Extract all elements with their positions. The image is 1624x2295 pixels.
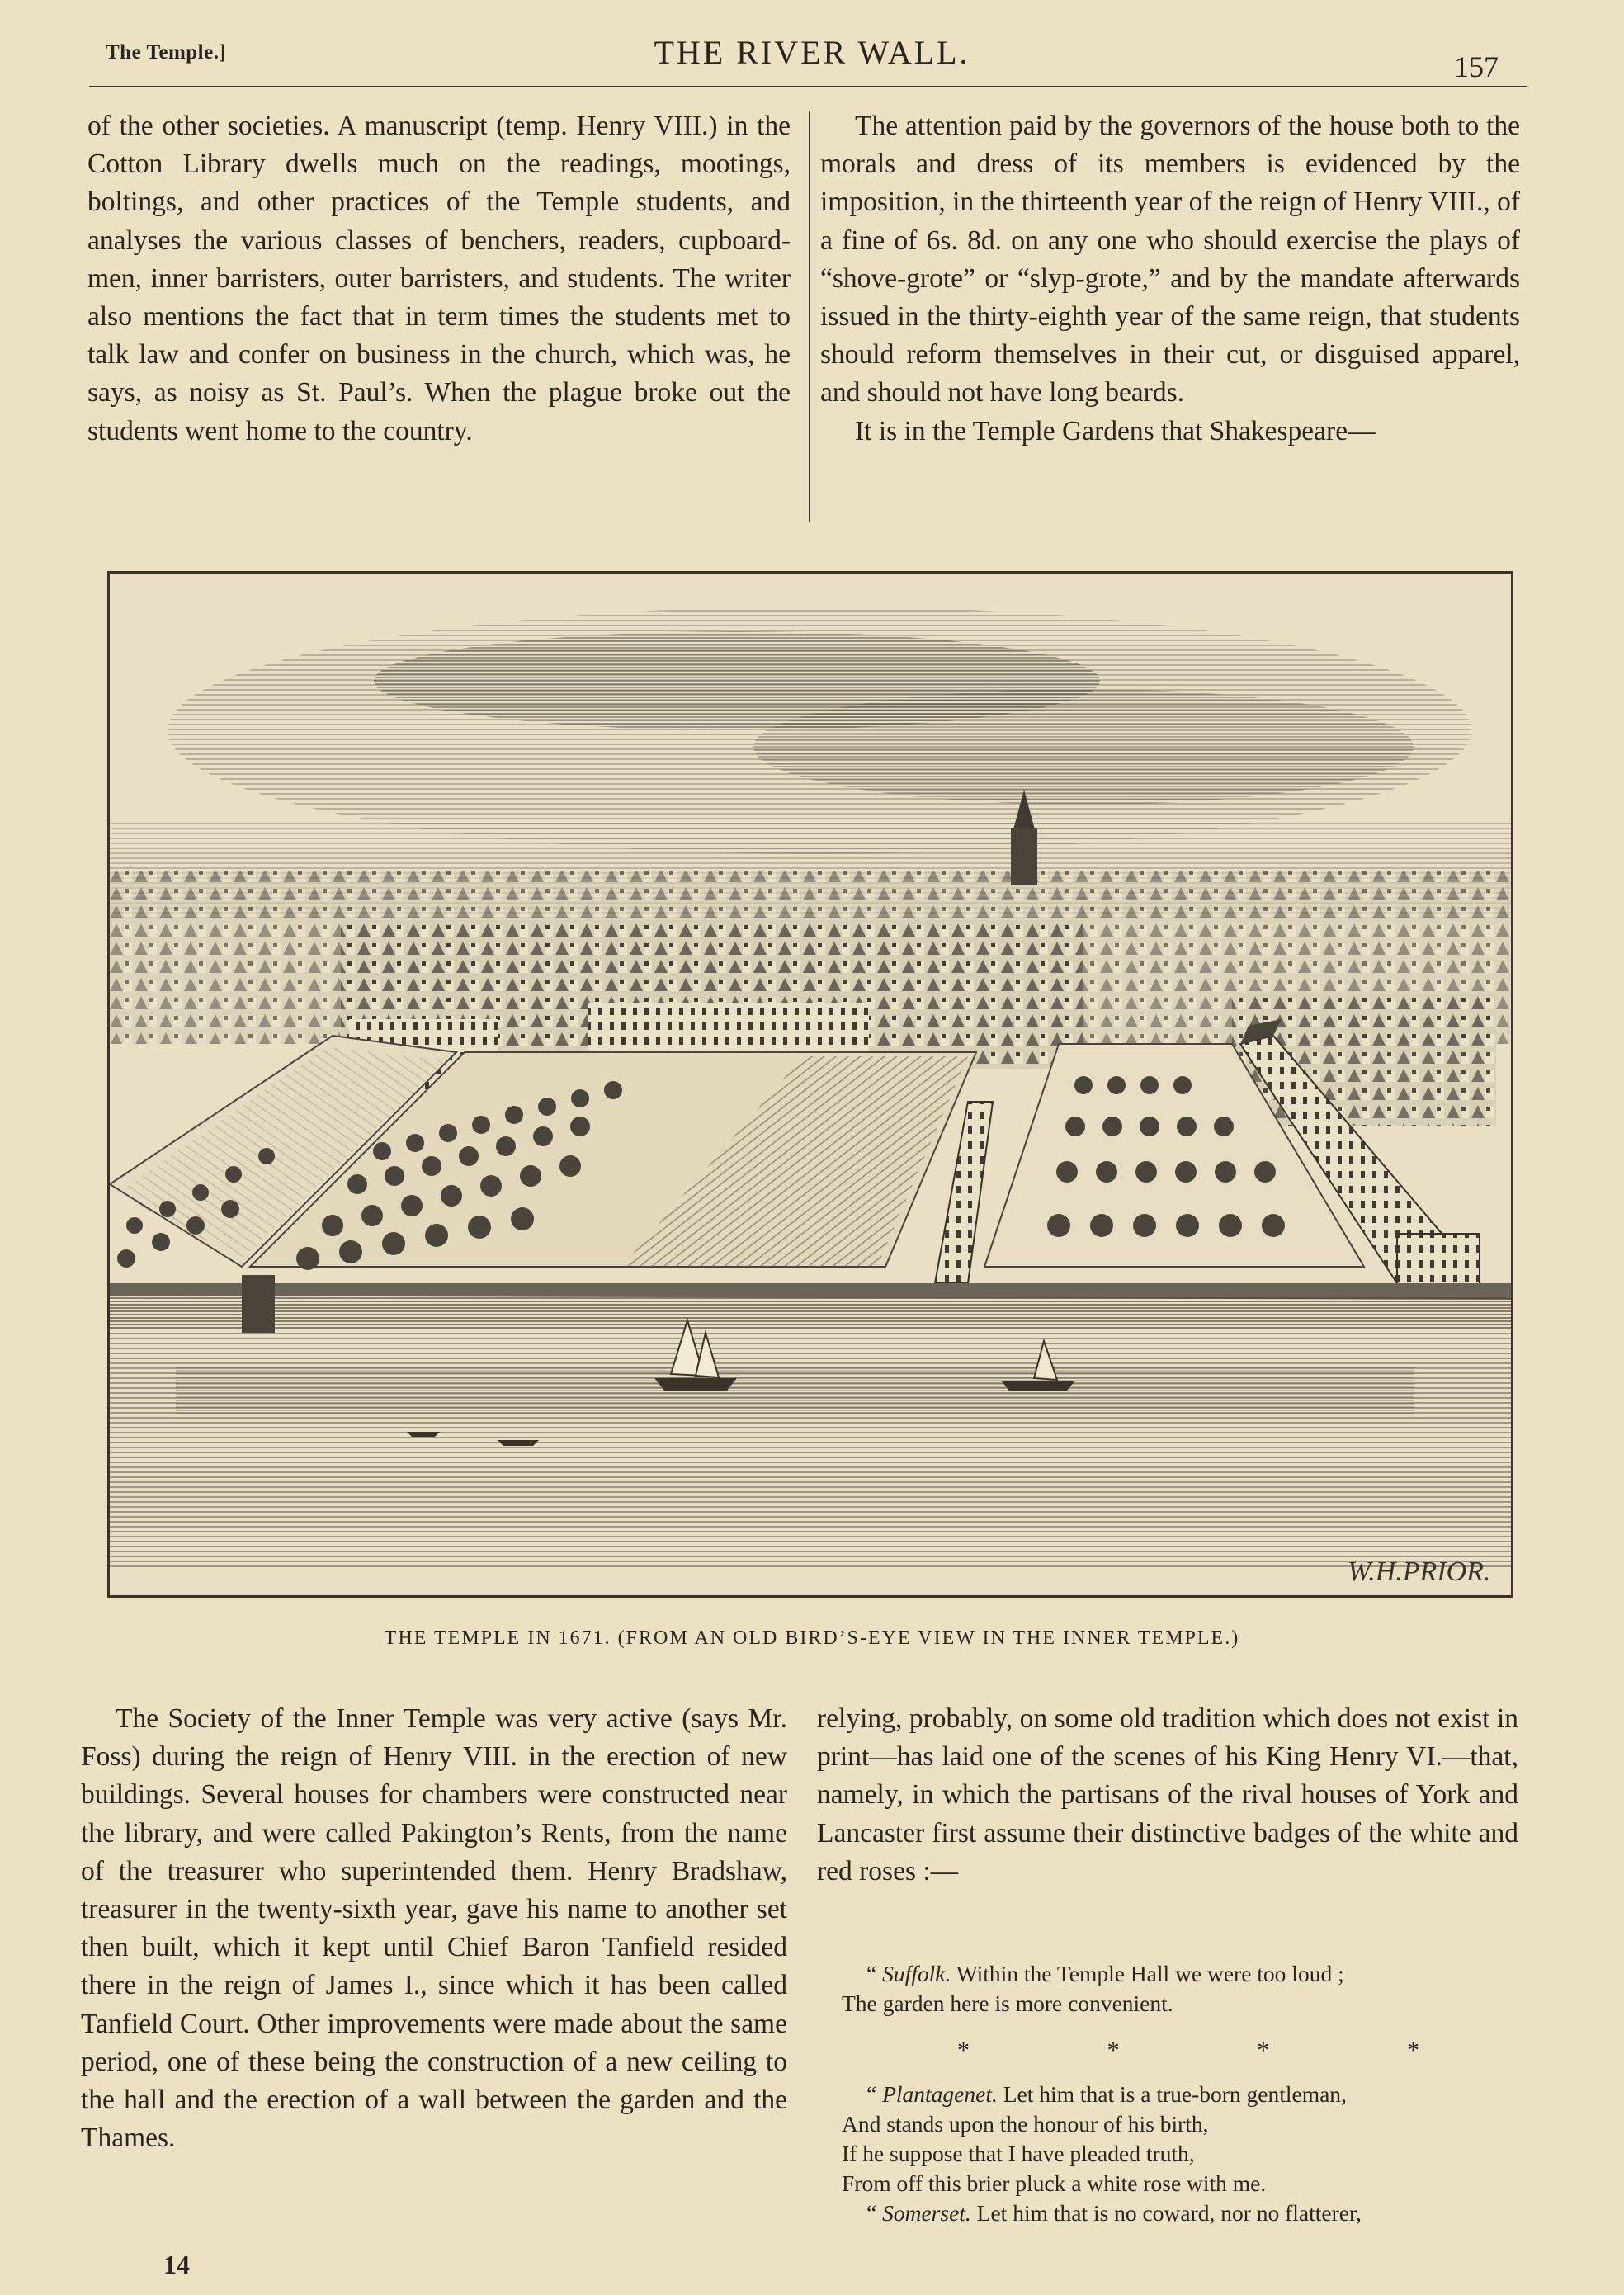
right-column-bottom (817, 1700, 1518, 1891)
verse-line: And stands upon the honour of his birth, (842, 2111, 1209, 2137)
verse-suffolk: “ Suffolk. Within the Temple Hall we were too loud ; The garden here is more convenient. (842, 1959, 1527, 2019)
star: * (957, 2037, 970, 2064)
verse-line: Within the Temple Hall we were too loud ; (956, 1961, 1344, 1986)
right-column-top (820, 107, 1520, 451)
paragraph: The Society of the Inner Temple was very active (says Mr. Foss) during the reign of Henry VIII. in the erection of new buildings. Several houses for chambers were constructed near the library, and were called Pakington’s Rents, from the name of the treasurer who superintended them. Henry Bradshaw, treasurer in the twenty-sixth year, gave his name to another set then built, which it kept until Chief Baron Tanfield resided there in the reign of James I., since which it has been called Tanfield Court. Other improvements were made about the same period, one of these being the construction of a new ceiling to the hall and the erection of a wall between the garden and the Thames. (81, 1703, 787, 2154)
column-divider (809, 111, 810, 522)
paragraph: It is in the Temple Gardens that Shakespeare— (855, 415, 1376, 446)
verse-line: The garden here is more convenient. (842, 1990, 1173, 2016)
ellipsis-stars (957, 2037, 1419, 2065)
verse-line: Let him that is a true-born gentleman, (1003, 2081, 1347, 2107)
star: * (1406, 2037, 1419, 2064)
speaker-name: Suffolk. (882, 1961, 951, 1986)
paragraph: of the other societies. A manuscript (temp. Henry VIII.) in the Cotton Library dwells much on the readings, mootings, boltings, and other practices of the Temple students, and analyses the various classes of benchers, readers, cupboard-men, inner barristers, outer barristers, and students. The writer also mentions the fact that in term times the students met to talk law and confer on business in the church, which was, he says, as noisy as St. Paul’s. When the plague broke out the students went home to the country. (87, 111, 791, 446)
verse-line: Let him that is no coward, nor no flatterer, (976, 2200, 1362, 2226)
verse-line: If he suppose that I have pleaded truth, (842, 2141, 1195, 2166)
paragraph: The attention paid by the governors of the house both to the morals and dress of its members is evidenced by the imposition, in the thirteenth year of the reign of Henry VIII., of a fine of 6s. 8d. on any one who should exercise the plays of “shove-grote” or “slyp-grote,” and by the mandate afterwards issued in the thirty-eighth year of the same reign, that students should reform themselves in their cut, or disguised apparel, and should not have long beards. (820, 111, 1520, 408)
speaker-name: Plantagenet. (882, 2081, 998, 2107)
speaker-name: Somerset. (882, 2200, 971, 2226)
folio-signature: 14 (163, 2250, 190, 2279)
engraving-temple-1671 (107, 571, 1513, 1598)
left-column-top (87, 107, 791, 451)
engraver-signature: W.H.PRIOR. (1348, 1556, 1491, 1587)
verse-plantagenet: “ Plantagenet. Let him that is a true-born gentleman, And stands upon the honour of his birth, If he suppose that I have pleaded truth, From off this brier pluck a white rose with me. “ Somerset. Let him that is no coward, nor no flatterer, (842, 2080, 1527, 2228)
paragraph: relying, probably, on some old tradition which does not exist in print—has laid one of the scenes of his King Henry VI.—that, namely, in which the partisans of the rival houses of York and Lancaster first assume their distinctive badges of the white and red roses :— (817, 1703, 1518, 1887)
running-head-title: THE RIVER WALL. (654, 34, 970, 71)
left-column-bottom (81, 1700, 787, 2157)
page-number: 157 (1454, 50, 1499, 83)
verse-line: From off this brier pluck a white rose with me. (842, 2170, 1267, 2196)
figure-caption: THE TEMPLE IN 1671. (FROM AN OLD BIRD’S-EYE VIEW IN THE INNER TEMPLE.) (384, 1627, 1240, 1649)
star: * (1107, 2037, 1120, 2064)
header-rule (89, 86, 1527, 87)
star: * (1257, 2037, 1270, 2064)
running-head-section: The Temple.] (106, 41, 227, 64)
